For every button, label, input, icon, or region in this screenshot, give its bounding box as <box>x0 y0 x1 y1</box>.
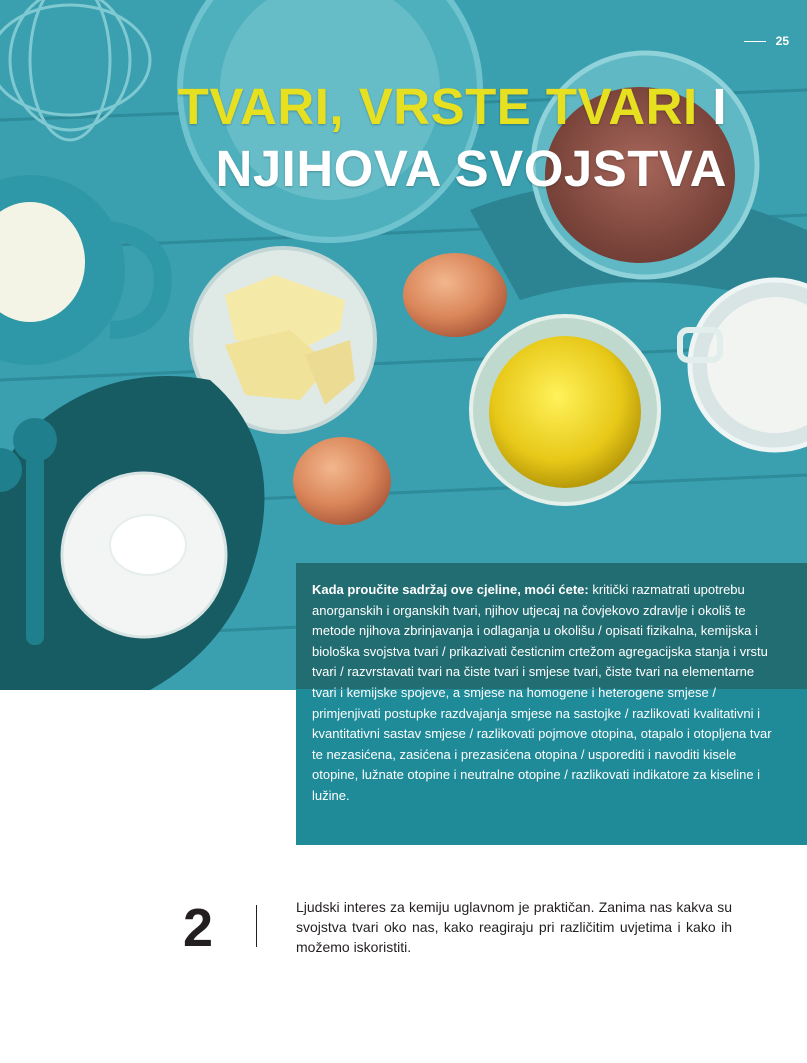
oil-bowl <box>471 316 659 504</box>
learning-outcomes-text: kritički razmatrati upotrebu anorganskih i organskih tvari, njihov utjecaj na čovjekovo zdravlje i okoliš te metode njihova zbrinjavanja i odlaganja u okolišu / opisati fizikalna, kemijska i biološka svojstva tvari / prikazivati česticnim crtežom agregacijska stanja i vrstu tvari / razvrstavati tvari na čiste tvari i smjese tvari, čiste tvari na elementarne tvari i kemijske spojeve, a smjese na homogene i heterogene smjese / primjenjivati postupke razdvajanja smjese na sastojke / razlikovati kvalitativni i kvantitativni sastav smjese / razlikovati pojmove otopina, otapalo i otopljena tvar te nezasićena, zasićena i prezasićena otopina / usporediti i navoditi kisele otopine, lužnate otopine i neutralne otopine / razlikovati indikatore za kiseline i lužine. <box>312 582 772 803</box>
learning-outcomes-box <box>296 563 807 845</box>
milk-jug <box>0 175 163 365</box>
chapter-title-highlight: TVARI, VRSTE TVARI <box>177 78 698 135</box>
chapter-number: 2 <box>183 898 214 958</box>
page-number-value: 25 <box>775 34 789 48</box>
intro-paragraph: Ljudski interes za kemiju uglavnom je praktičan. Zanima nas kakva su svojstva tvari oko nas, kako reagiraju pri različitim uvjetima i kako ih možemo iskoristiti. <box>296 899 732 955</box>
egg <box>293 437 391 525</box>
sugar-glass <box>680 280 807 450</box>
page-number-dash <box>744 41 766 42</box>
chapter-title <box>178 76 727 200</box>
chapter-title-line2: NJIHOVA SVOJSTVA <box>215 140 727 197</box>
chapter-title-conjunction: I <box>697 78 727 135</box>
vertical-divider <box>256 905 257 947</box>
chapter-title-line1 <box>178 76 727 138</box>
egg <box>403 253 507 337</box>
page-number <box>744 34 789 48</box>
learning-outcomes-lead: Kada proučite sadržaj ove cjeline, moći ćete: <box>312 582 589 597</box>
powder-bowl <box>62 473 226 637</box>
